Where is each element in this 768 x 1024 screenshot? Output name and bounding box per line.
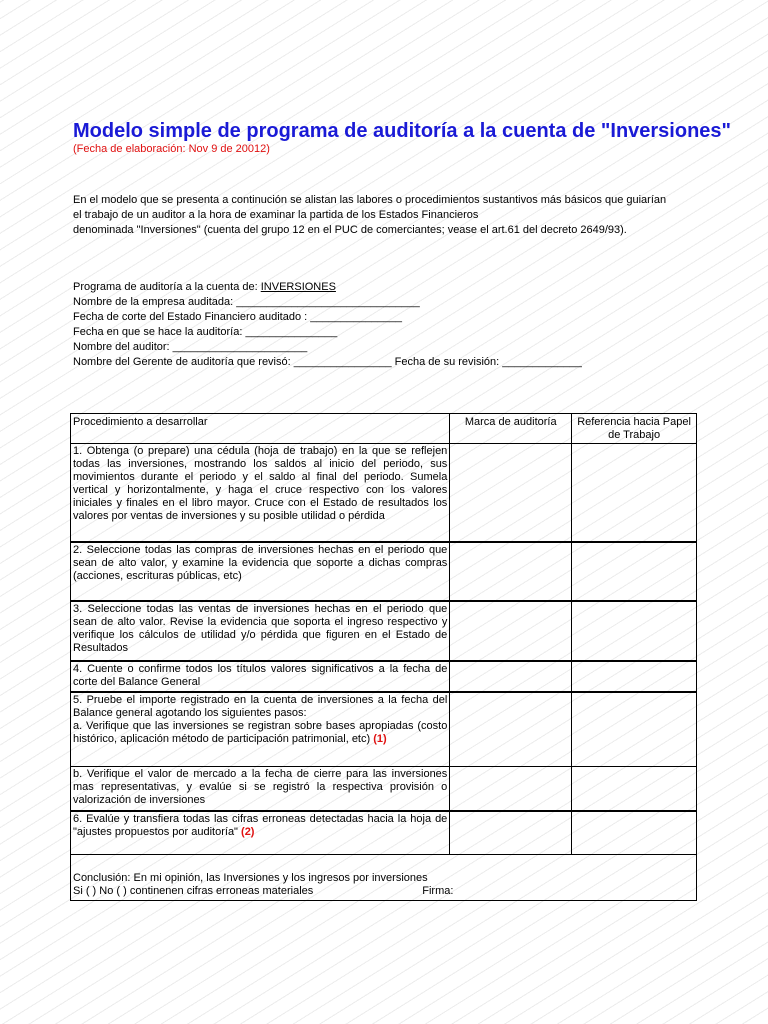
procedure-5-intro: 5. Pruebe el importe registrado en la cuenta de inversiones a la fecha del Balance general agotando los siguientes pasos: <box>73 693 448 719</box>
procedure-4: 4. Cuente o confirme todos los títulos valores significativos a la fecha de corte del Balance General <box>71 661 450 692</box>
program-account: INVERSIONES <box>260 281 336 293</box>
procedure-6: 6. Evalúe y transfiera todas las cifras erroneas detectadas hacia la hoja de "ajustes propuestos por auditoría" (2) <box>71 811 450 855</box>
audit-mark-cell[interactable] <box>450 767 572 811</box>
audit-procedures-table <box>70 413 697 901</box>
page-title: Modelo simple de programa de auditoría a la cuenta de "Inversiones" <box>73 120 732 142</box>
audit-mark-cell[interactable] <box>450 811 572 855</box>
intro-paragraph <box>73 193 693 238</box>
reference-cell[interactable] <box>572 692 697 767</box>
procedure-5 <box>71 692 450 767</box>
conclusion-line-1: Conclusión: En mi opinión, las Inversiones y los ingresos por inversiones <box>73 872 428 884</box>
program-line <box>73 280 582 295</box>
intro-line: el trabajo de un auditor a la hora de examinar la partida de los Estados Financieros <box>73 209 479 221</box>
procedure-2: 2. Seleccione todas las compras de inversiones hechas en el periodo que sean de alto valor, y examine la evidencia que soporte a dichas compras (acciones, escrituras públicas, etc) <box>71 542 450 601</box>
manager-review-field: Nombre del Gerente de auditoría que revisó: ________________ Fecha de su revisión: _____________ <box>73 356 582 368</box>
footnote-2: (2) <box>241 825 255 838</box>
audit-header-form <box>73 280 582 370</box>
conclusion <box>71 855 697 901</box>
header-reference: Referencia hacia Papel de Trabajo <box>572 414 697 444</box>
conclusion-line-2: Si ( ) No ( ) continenen cifras erroneas materiales Firma: <box>73 885 454 897</box>
audit-mark-cell[interactable] <box>450 692 572 767</box>
signature-label: Firma: <box>422 885 454 897</box>
reference-cell[interactable] <box>572 767 697 811</box>
auditor-name-field: Nombre del auditor: ______________________ <box>73 341 308 353</box>
audit-mark-cell[interactable] <box>450 542 572 601</box>
reference-cell[interactable] <box>572 542 697 601</box>
reference-cell[interactable] <box>572 601 697 661</box>
procedure-3: 3. Seleccione todas las ventas de inversiones hechas en el periodo que sean de alto valor. Revise la evidencia que soporta el ingreso respectivo y verifique los cálculos de utilidad y/o pérdida que figuren en el Estado de Resultados <box>71 601 450 661</box>
intro-line: En el modelo que se presenta a continución se alistan las labores o procedimientos sustantivos más básicos que guiarían <box>73 194 667 206</box>
elaboration-date: (Fecha de elaboración: Nov 9 de 20012) <box>73 143 270 155</box>
reference-cell[interactable] <box>572 811 697 855</box>
program-label: Programa de auditoría a la cuenta de: <box>73 281 261 293</box>
cutoff-date-field: Fecha de corte del Estado Financiero auditado : _______________ <box>73 311 403 323</box>
procedure-5b: b. Verifique el valor de mercado a la fecha de cierre para las inversiones mas representativas, y evalúe si se registró la respectiva provisión o valorización de inversiones <box>71 767 450 811</box>
procedure-1: 1. Obtenga (o prepare) una cédula (hoja de trabajo) en la que se reflejen todas las inversiones, mostrando los saldos al inicio del periodo, sus movimientos durante el periodo y el saldo al final del periodo. Sumela vertical y horizontalmente, y haga el cruce respectivo con los valores iniciales y finales en el libro mayor. Cruce con el Estado de resultados los valores por ventas de inversiones y su posible utilidad o pérdida <box>71 444 450 542</box>
header-audit-mark: Marca de auditoría <box>450 414 572 444</box>
audit-mark-cell[interactable] <box>450 661 572 692</box>
reference-cell[interactable] <box>572 444 697 542</box>
intro-line: denominada "Inversiones" (cuenta del grupo 12 en el PUC de comerciantes; vease el art.61 del decreto 2649/93). <box>73 224 627 236</box>
audit-mark-cell[interactable] <box>450 601 572 661</box>
company-field: Nombre de la empresa auditada: ______________________________ <box>73 296 420 308</box>
reference-cell[interactable] <box>572 661 697 692</box>
audit-date-field: Fecha en que se hace la auditoría: _______________ <box>73 326 338 338</box>
header-procedure: Procedimiento a desarrollar <box>71 414 450 444</box>
audit-mark-cell[interactable] <box>450 444 572 542</box>
footnote-1: (1) <box>373 732 387 745</box>
procedure-5a: a. Verifique que las inversiones se registran sobre bases apropiadas (costo histórico, aplicación método de participación patrimonial, etc) (1) <box>73 719 448 745</box>
